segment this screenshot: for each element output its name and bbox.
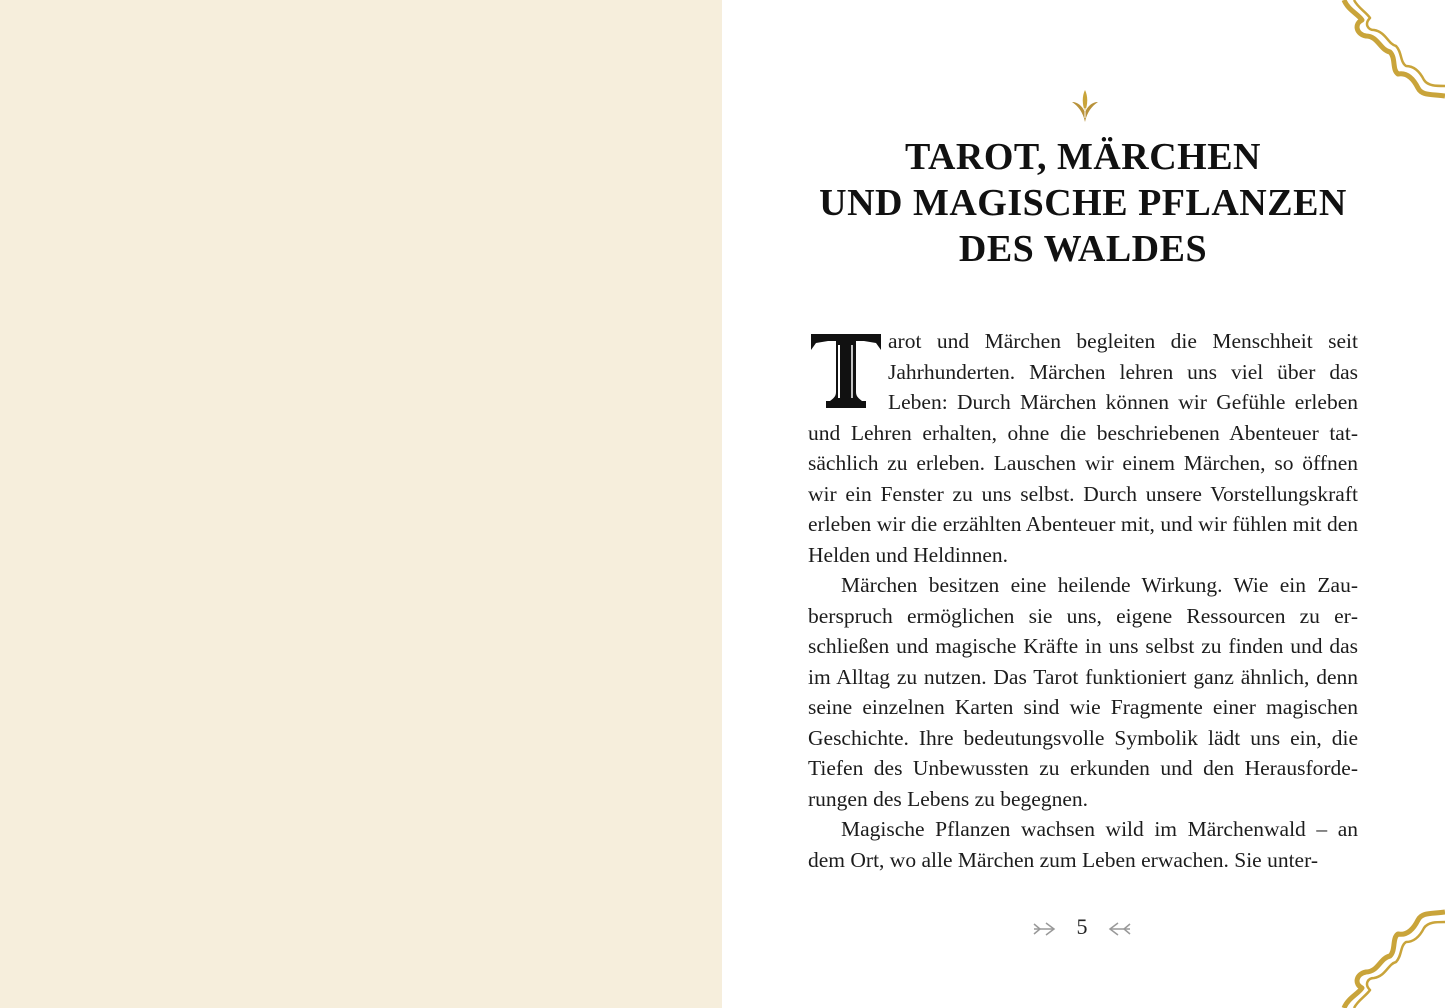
title-line: TAROT, MÄRCHEN (904, 136, 1262, 178)
paragraph: Märchen besitzen eine heilende Wirkung. Wie ein Zauberspruch ermöglichen sie uns, eigene Ressourcen zu erschließen und magische Kräfte in uns selbst zu finden und das im Alltag zu nutzen. Das Tarot funktioniert ganz ähnlich, denn seine einzelnen Karten sind wie Fragmente einer magischen Geschichte. Ihre bedeutungsvolle Symbolik lädt uns ein, die Tiefen des Unbewussten zu erkunden und den Herausforderungen des Lebens zu begegnen. (808, 573, 1358, 811)
page-footer (1022, 912, 1142, 946)
gold-corner-ornament-icon (1334, 0, 1445, 110)
right-page (722, 0, 1445, 1008)
paragraph: Magische Pflanzen wachsen wild im Märchenwald – an dem Ort, wo alle Märchen zum Leben erwachen. Sie unter- (808, 817, 1358, 872)
arrow-ornament-icon (1108, 920, 1132, 938)
arrow-ornament-icon (1032, 920, 1056, 938)
page-number: 5 (1076, 914, 1088, 939)
paragraph (808, 326, 1358, 570)
leaf-ornament-icon (1070, 88, 1100, 124)
chapter-title (782, 134, 1384, 272)
dropcap-letter (808, 330, 884, 412)
left-page-blank (0, 0, 722, 1008)
paragraph-text: arot und Märchen begleiten die Menschheit seit Jahrhunderten. Märchen lehren uns viel über das Leben: Durch Märchen können wir Gefühle erleben und Lehren erhalten, ohne die beschriebenen Abenteuer tatsächlich zu erleben. Lauschen wir einem Märchen, so öffnen wir ein Fenster zu uns selbst. Durch unsere Vorstellungskraft erleben wir die erzählten Abenteuer mit, und wir fühlen mit den Helden und Heldinnen. (808, 329, 1358, 567)
title-line: UND MAGISCHE PFLANZEN (819, 182, 1347, 224)
body-text (808, 326, 1358, 875)
gold-corner-ornament-icon (1334, 898, 1445, 1008)
title-line: DES WALDES (958, 228, 1208, 270)
